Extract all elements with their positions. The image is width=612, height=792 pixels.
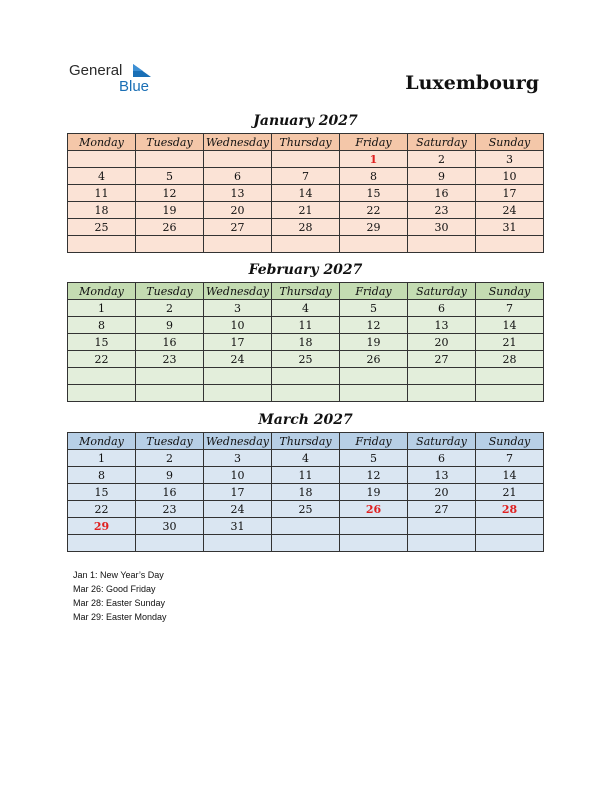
day-cell: 8 <box>340 168 408 185</box>
day-cell: 12 <box>340 317 408 334</box>
day-cell: 6 <box>408 450 476 467</box>
day-cell: 26 <box>340 501 408 518</box>
weekday-header-monday: Monday <box>68 433 136 450</box>
calendar-february <box>67 282 544 402</box>
day-cell: 7 <box>272 168 340 185</box>
weekday-header-tuesday: Tuesday <box>136 433 204 450</box>
weekday-header-friday: Friday <box>340 433 408 450</box>
day-cell: 19 <box>340 484 408 501</box>
day-cell <box>408 368 476 385</box>
week-row <box>68 236 544 253</box>
calendar-january <box>67 133 544 253</box>
weekday-header-sunday: Sunday <box>476 283 544 300</box>
day-cell: 13 <box>408 467 476 484</box>
day-cell: 22 <box>68 501 136 518</box>
calendar-march <box>67 432 544 552</box>
week-row <box>68 501 544 518</box>
day-cell: 10 <box>204 467 272 484</box>
weekday-header-friday: Friday <box>340 283 408 300</box>
day-cell: 23 <box>136 501 204 518</box>
day-cell <box>204 236 272 253</box>
day-cell <box>272 151 340 168</box>
day-cell: 20 <box>408 334 476 351</box>
day-cell: 5 <box>340 450 408 467</box>
weekday-header-thursday: Thursday <box>272 433 340 450</box>
day-cell <box>340 236 408 253</box>
logo-text-general: General <box>69 62 123 79</box>
day-cell: 4 <box>272 450 340 467</box>
day-cell <box>340 385 408 402</box>
day-cell <box>408 518 476 535</box>
day-cell: 23 <box>408 202 476 219</box>
day-cell: 31 <box>204 518 272 535</box>
day-cell: 21 <box>476 484 544 501</box>
day-cell: 23 <box>136 351 204 368</box>
day-cell: 14 <box>476 317 544 334</box>
day-cell: 19 <box>136 202 204 219</box>
day-cell: 14 <box>272 185 340 202</box>
week-row <box>68 168 544 185</box>
day-cell: 9 <box>408 168 476 185</box>
holiday-note: Mar 26: Good Friday <box>73 584 156 594</box>
day-cell <box>136 151 204 168</box>
day-cell: 15 <box>340 185 408 202</box>
weekday-header-wednesday: Wednesday <box>204 134 272 151</box>
day-cell: 28 <box>272 219 340 236</box>
day-cell <box>476 535 544 552</box>
day-cell <box>68 535 136 552</box>
day-cell: 6 <box>204 168 272 185</box>
weekday-header-sunday: Sunday <box>476 433 544 450</box>
day-cell <box>340 535 408 552</box>
calendar-body <box>68 450 544 552</box>
week-row <box>68 484 544 501</box>
week-row <box>68 219 544 236</box>
day-cell: 20 <box>204 202 272 219</box>
day-cell <box>408 385 476 402</box>
day-cell <box>136 385 204 402</box>
holiday-note: Mar 28: Easter Sunday <box>73 598 166 608</box>
day-cell <box>272 385 340 402</box>
weekday-header-row <box>68 283 544 300</box>
day-cell: 2 <box>408 151 476 168</box>
month-title-march: March 2027 <box>258 412 353 428</box>
day-cell: 25 <box>272 351 340 368</box>
day-cell: 9 <box>136 467 204 484</box>
day-cell: 24 <box>204 501 272 518</box>
week-row <box>68 518 544 535</box>
weekday-header-saturday: Saturday <box>408 134 476 151</box>
week-row <box>68 300 544 317</box>
week-row <box>68 450 544 467</box>
week-row <box>68 185 544 202</box>
day-cell <box>408 236 476 253</box>
day-cell: 9 <box>136 317 204 334</box>
day-cell: 30 <box>136 518 204 535</box>
day-cell <box>340 518 408 535</box>
day-cell: 8 <box>68 317 136 334</box>
weekday-header-wednesday: Wednesday <box>204 433 272 450</box>
day-cell: 29 <box>340 219 408 236</box>
day-cell <box>272 518 340 535</box>
day-cell: 1 <box>340 151 408 168</box>
day-cell <box>476 385 544 402</box>
week-row <box>68 467 544 484</box>
weekday-header-row <box>68 433 544 450</box>
holiday-note: Jan 1: New Year’s Day <box>73 570 164 580</box>
day-cell: 30 <box>408 219 476 236</box>
month-title-january: January 2027 <box>253 113 358 129</box>
week-row <box>68 334 544 351</box>
day-cell: 11 <box>272 467 340 484</box>
day-cell: 1 <box>68 450 136 467</box>
day-cell: 16 <box>136 484 204 501</box>
week-row <box>68 351 544 368</box>
day-cell: 25 <box>68 219 136 236</box>
day-cell: 3 <box>204 450 272 467</box>
day-cell: 15 <box>68 334 136 351</box>
day-cell: 24 <box>204 351 272 368</box>
day-cell <box>68 385 136 402</box>
day-cell: 12 <box>136 185 204 202</box>
day-cell: 28 <box>476 501 544 518</box>
day-cell <box>340 368 408 385</box>
day-cell: 12 <box>340 467 408 484</box>
holiday-notes <box>73 568 167 624</box>
day-cell <box>408 535 476 552</box>
weekday-header-thursday: Thursday <box>272 283 340 300</box>
weekday-header-thursday: Thursday <box>272 134 340 151</box>
day-cell: 26 <box>340 351 408 368</box>
day-cell <box>68 368 136 385</box>
day-cell: 21 <box>476 334 544 351</box>
weekday-header-row <box>68 134 544 151</box>
day-cell: 7 <box>476 450 544 467</box>
day-cell: 18 <box>272 484 340 501</box>
weekday-header-tuesday: Tuesday <box>136 283 204 300</box>
calendar-body <box>68 151 544 253</box>
day-cell: 17 <box>204 334 272 351</box>
day-cell: 11 <box>272 317 340 334</box>
week-row <box>68 535 544 552</box>
day-cell <box>136 535 204 552</box>
brand-logo <box>69 62 169 96</box>
day-cell <box>204 368 272 385</box>
day-cell: 25 <box>272 501 340 518</box>
calendar-body <box>68 300 544 402</box>
month-title-february: February 2027 <box>248 262 363 278</box>
day-cell: 8 <box>68 467 136 484</box>
week-row <box>68 385 544 402</box>
day-cell <box>204 151 272 168</box>
day-cell: 27 <box>408 351 476 368</box>
weekday-header-monday: Monday <box>68 283 136 300</box>
day-cell: 17 <box>204 484 272 501</box>
day-cell: 22 <box>340 202 408 219</box>
weekday-header-monday: Monday <box>68 134 136 151</box>
day-cell: 10 <box>204 317 272 334</box>
day-cell <box>476 518 544 535</box>
day-cell: 6 <box>408 300 476 317</box>
day-cell: 22 <box>68 351 136 368</box>
day-cell: 18 <box>272 334 340 351</box>
day-cell: 13 <box>204 185 272 202</box>
weekday-header-sunday: Sunday <box>476 134 544 151</box>
day-cell <box>68 151 136 168</box>
day-cell: 13 <box>408 317 476 334</box>
week-row <box>68 202 544 219</box>
day-cell: 4 <box>272 300 340 317</box>
day-cell: 18 <box>68 202 136 219</box>
day-cell <box>272 535 340 552</box>
day-cell <box>68 236 136 253</box>
week-row <box>68 151 544 168</box>
day-cell: 19 <box>340 334 408 351</box>
day-cell: 2 <box>136 300 204 317</box>
day-cell: 1 <box>68 300 136 317</box>
day-cell: 16 <box>136 334 204 351</box>
day-cell: 2 <box>136 450 204 467</box>
day-cell: 16 <box>408 185 476 202</box>
day-cell <box>204 385 272 402</box>
day-cell: 7 <box>476 300 544 317</box>
day-cell: 10 <box>476 168 544 185</box>
day-cell: 5 <box>136 168 204 185</box>
day-cell: 3 <box>476 151 544 168</box>
week-row <box>68 317 544 334</box>
country-title: Luxembourg <box>405 72 539 94</box>
day-cell: 24 <box>476 202 544 219</box>
day-cell: 27 <box>408 501 476 518</box>
day-cell <box>272 236 340 253</box>
weekday-header-tuesday: Tuesday <box>136 134 204 151</box>
day-cell <box>272 368 340 385</box>
weekday-header-saturday: Saturday <box>408 283 476 300</box>
day-cell: 4 <box>68 168 136 185</box>
day-cell: 20 <box>408 484 476 501</box>
day-cell <box>204 535 272 552</box>
day-cell: 27 <box>204 219 272 236</box>
day-cell <box>476 236 544 253</box>
day-cell: 28 <box>476 351 544 368</box>
weekday-header-saturday: Saturday <box>408 433 476 450</box>
day-cell: 21 <box>272 202 340 219</box>
day-cell: 5 <box>340 300 408 317</box>
weekday-header-wednesday: Wednesday <box>204 283 272 300</box>
day-cell: 15 <box>68 484 136 501</box>
logo-flag-icon <box>133 64 153 78</box>
weekday-header-friday: Friday <box>340 134 408 151</box>
day-cell <box>476 368 544 385</box>
logo-text-blue: Blue <box>119 78 150 95</box>
day-cell: 11 <box>68 185 136 202</box>
day-cell: 17 <box>476 185 544 202</box>
day-cell: 26 <box>136 219 204 236</box>
day-cell: 14 <box>476 467 544 484</box>
week-row <box>68 368 544 385</box>
day-cell: 29 <box>68 518 136 535</box>
day-cell: 3 <box>204 300 272 317</box>
holiday-note: Mar 29: Easter Monday <box>73 612 167 622</box>
day-cell: 31 <box>476 219 544 236</box>
day-cell <box>136 236 204 253</box>
day-cell <box>136 368 204 385</box>
